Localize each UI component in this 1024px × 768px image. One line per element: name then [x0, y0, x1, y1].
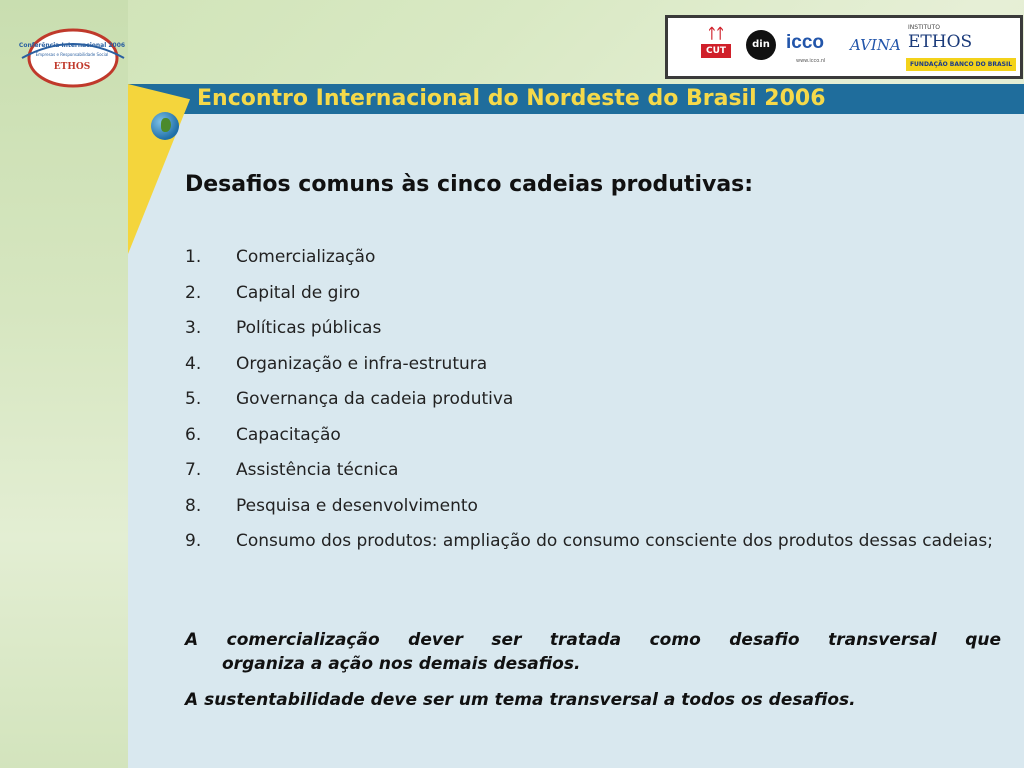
list-item-number: 2. — [185, 282, 202, 303]
conference-logo-line3: ETHOS — [53, 62, 91, 72]
cut-logo: ᛏᛏ CUT — [701, 24, 731, 64]
conference-logo-line1: Conferência Internacional 2006 — [18, 42, 126, 49]
list-item-text: Governança da cadeia produtiva — [236, 389, 514, 409]
list-item-number: 8. — [185, 495, 202, 516]
fundacao-bb-logo: FUNDAÇÃO BANCO DO BRASIL — [906, 58, 1016, 71]
icco-url: www.icco.nl — [796, 58, 826, 64]
list-item-number: 1. — [185, 247, 202, 267]
list-item — [185, 388, 1001, 410]
list-item — [185, 317, 1001, 339]
list-item-text: Assistência técnica — [236, 460, 399, 480]
list-item — [185, 459, 1001, 481]
list-item-text: Comercialização — [236, 247, 376, 267]
list-item-text: Consumo dos produtos: ampliação do consumo consciente dos produtos dessas cadeias; — [236, 531, 993, 551]
background-left — [0, 0, 128, 768]
page-title: Encontro Internacional do Nordeste do Brasil 2006 — [197, 86, 826, 111]
list-item — [185, 530, 1001, 552]
globe-icon — [151, 112, 179, 140]
note-commercialization — [185, 628, 1001, 676]
conference-logo-graphic — [14, 24, 132, 92]
list-item — [185, 353, 1001, 375]
conference-logo-line2: Empresas e Responsabilidade Social — [35, 52, 109, 57]
list-item — [185, 246, 1001, 268]
icco-logo — [786, 32, 824, 54]
section-heading: Desafios comuns às cinco cadeias produtivas: — [185, 172, 754, 197]
list-item-text: Organização e infra-estrutura — [236, 353, 488, 374]
note-line-1: A comercialização dever ser tratada como desafio transversal que — [185, 630, 1001, 650]
din-logo: din — [746, 30, 776, 60]
list-item-number: 4. — [185, 353, 202, 374]
list-item-text: Capital de giro — [236, 282, 361, 303]
list-item-text: Capacitação — [236, 424, 341, 445]
ethos-logo-small: INSTITUTO — [908, 24, 940, 31]
list-item-number: 5. — [185, 389, 202, 409]
note-line-2: organiza a ação nos demais desafios. — [222, 654, 581, 674]
list-item-number: 9. — [185, 531, 202, 551]
cut-logo-label: CUT — [701, 44, 731, 58]
list-item-number: 7. — [185, 460, 202, 480]
list-item — [185, 282, 1001, 304]
icco-logo-text: icco — [786, 32, 825, 53]
sponsors-box — [665, 15, 1023, 79]
list-item — [185, 495, 1001, 517]
list-item-number: 3. — [185, 318, 202, 338]
list-item-text: Políticas públicas — [236, 318, 382, 338]
conference-logo — [14, 24, 132, 92]
list-item — [185, 424, 1001, 446]
challenges-list — [185, 246, 1001, 552]
avina-logo: AVINA — [850, 36, 901, 54]
list-item-number: 6. — [185, 424, 202, 445]
note-sustainability: A sustentabilidade deve ser um tema transversal a todos os desafios. — [185, 690, 856, 710]
ethos-logo: ETHOS — [908, 32, 973, 52]
list-item-text: Pesquisa e desenvolvimento — [236, 495, 478, 516]
